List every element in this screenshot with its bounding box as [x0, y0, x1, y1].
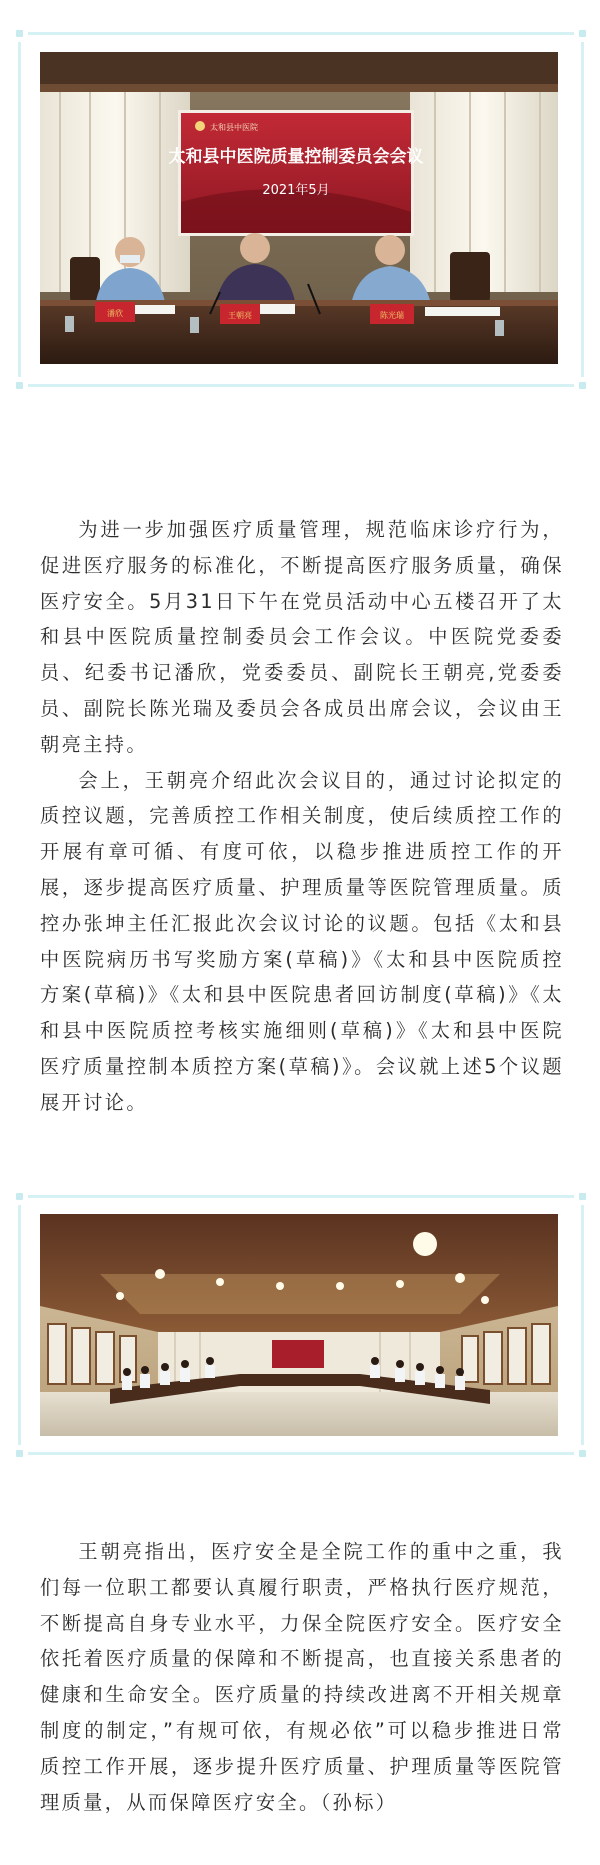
meeting-hall-photo [40, 1214, 558, 1436]
paragraph-2: 会上，王朝亮介绍此次会议目的，通过讨论拟定的质控议题，完善质控工作相关制度，使后续质控工作的开展有章可循、有度可依，以稳步推进质控工作的开展，逐步提高医疗质量、护理质量等医院管理质量。质控办张坤主任汇报此次会议讨论的议题。包括《太和县中医院病历书写奖励方案(草稿)》《太和县中医院质控方案(草稿)》《太和县中医院患者回访制度(草稿)》《太和县中医院质控考核实施细则(草稿)》《太和县中医院医疗质量控制本质控方案(草稿)》。会议就上述5个议题展开讨论。 [40, 768, 564, 1114]
nameplate-2: 王朝亮 [228, 311, 252, 320]
paragraph-1: 为进一步加强医疗质量管理，规范临床诊疗行为，促进医疗服务的标准化，不断提高医疗服务质量，确保医疗安全。5月31日下午在党员活动中心五楼召开了太和县中医院质量控制委员会工作会议。中医院党委委员、纪委书记潘欣，党委委员、副院长王朝亮,党委委员、副院长陈光瑞及委员会各成员出席会议，会议由王朝亮主持。 [40, 518, 564, 756]
article-body-1 [40, 512, 564, 1121]
nameplate-3: 陈光瑞 [380, 311, 404, 320]
article-body-2 [40, 1534, 564, 1820]
banner-date: 2021年5月 [262, 183, 330, 198]
banner-logo-icon [195, 121, 205, 131]
banner-org: 太和县中医院 [210, 123, 258, 132]
banner-title: 太和县中医院质量控制委员会会议 [168, 147, 424, 167]
nameplate-1: 潘欣 [107, 309, 123, 318]
meeting-photo [40, 52, 558, 364]
paragraph-3: 王朝亮指出，医疗安全是全院工作的重中之重，我们每一位职工都要认真履行职责，严格执行医疗规范，不断提高自身专业水平，力保全院医疗安全。医疗安全依托着医疗质量的保障和不断提高，也直接关系患者的健康和生命安全。医疗质量的持续改进离不开相关规章制度的制定，”有规可依，有规必依”可以稳步推进日常质控工作开展，逐步提升医疗质量、护理质量等医院管理质量，从而保障医疗安全。（孙标） [40, 1540, 564, 1814]
